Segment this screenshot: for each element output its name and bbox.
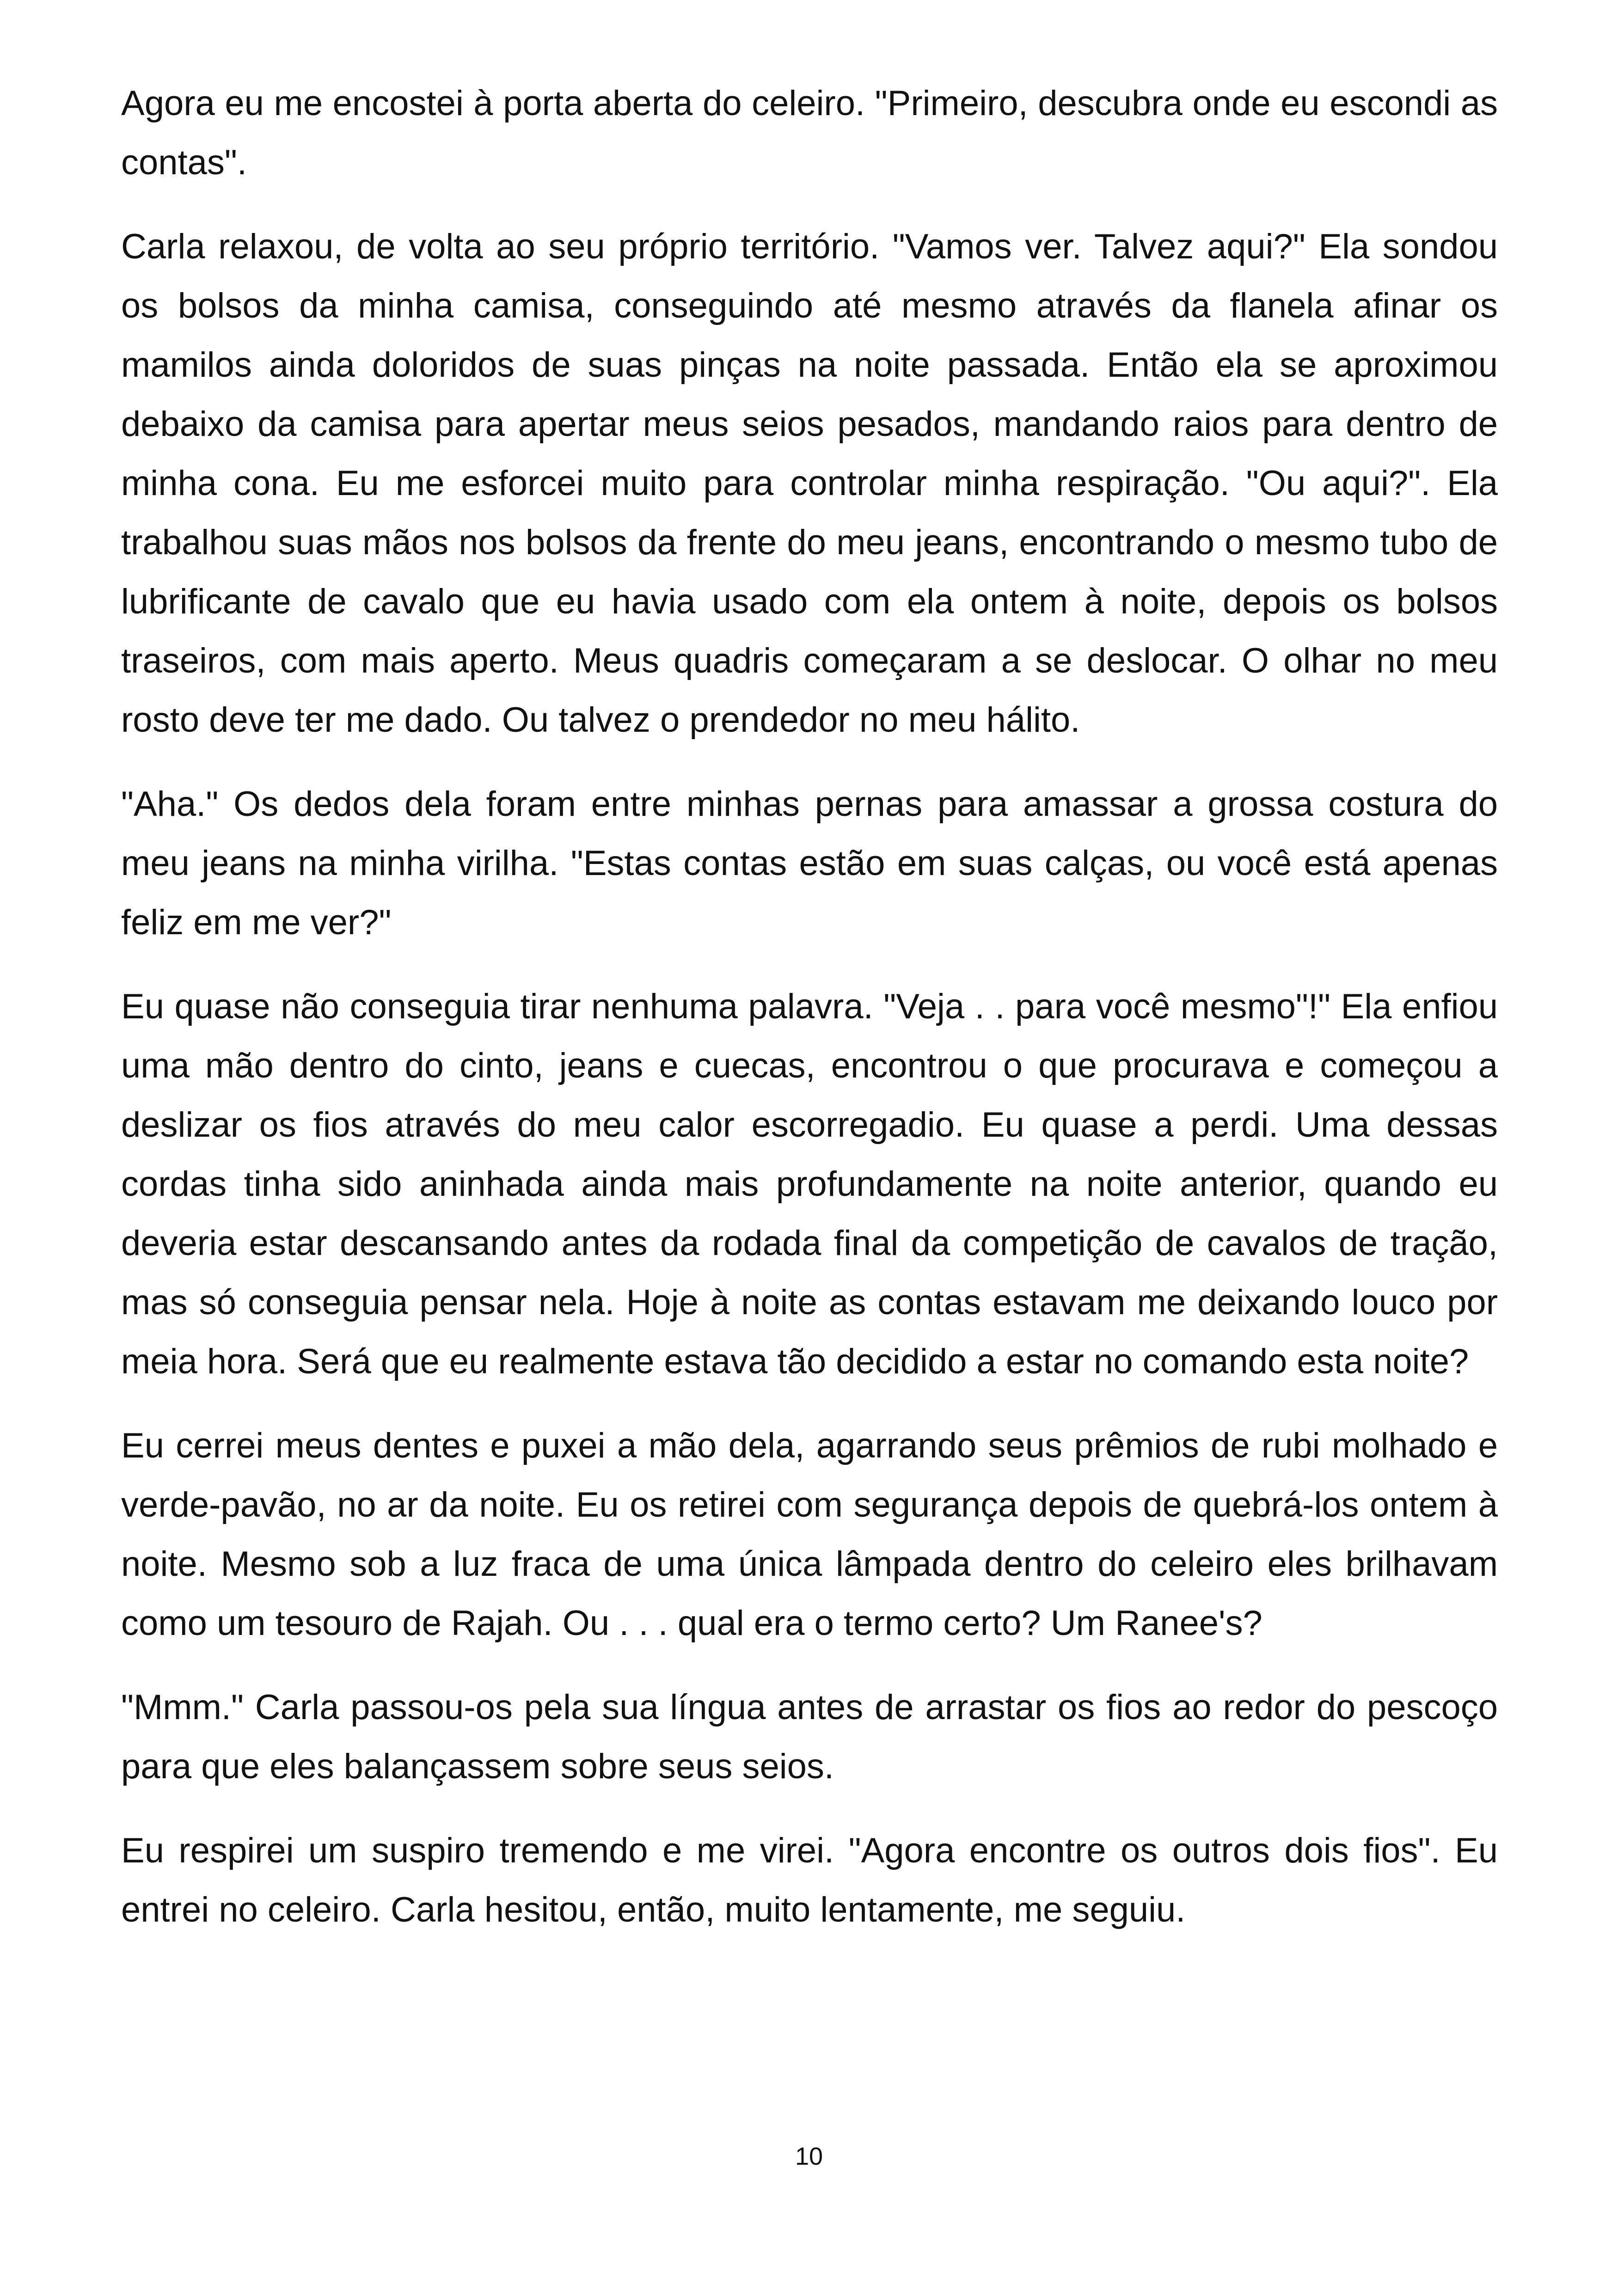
paragraph-7: Eu respirei um suspiro tremendo e me virei. "Agora encontre os outros dois fios". Eu entrei no celeiro. Carla hesitou, então, muito lentamente, me seguiu.	[121, 1831, 1498, 1929]
paragraph-3: "Aha." Os dedos dela foram entre minhas pernas para amassar a grossa costura do meu jeans na minha virilha. "Estas contas estão em suas calças, ou você está apenas feliz em me ver?"	[121, 784, 1498, 942]
paragraph-2: Carla relaxou, de volta ao seu próprio território. "Vamos ver. Talvez aqui?" Ela sondou os bolsos da minha camisa, conseguindo até mesmo através da flanela afinar os mamilos ainda doloridos de suas pinças na noite passada. Então ela se aproximou debaixo da camisa para apertar meus seios pesados, mandando raios para dentro de minha cona. Eu me esforcei muito para controlar minha respiração. "Ou aqui?". Ela trabalhou suas mãos nos bolsos da frente do meu jeans, encontrando o mesmo tubo de lubrificante de cavalo que eu havia usado com ela ontem à noite, depois os bolsos traseiros, com mais aperto. Meus quadris começaram a se deslocar. O olhar no meu rosto deve ter me dado. Ou talvez o prendedor no meu hálito.	[121, 227, 1498, 740]
body-text	[121, 74, 1498, 1965]
paragraph-6: "Mmm." Carla passou-os pela sua língua antes de arrastar os fios ao redor do pescoço para que eles balançassem sobre seus seios.	[121, 1688, 1498, 1786]
paragraph-1: Agora eu me encostei à porta aberta do celeiro. "Primeiro, descubra onde eu escondi as contas".	[121, 84, 1498, 182]
paragraph-4: Eu quase não conseguia tirar nenhuma palavra. "Veja . . para você mesmo"!" Ela enfiou uma mão dentro do cinto, jeans e cuecas, encontrou o que procurava e começou a deslizar os fios através do meu calor escorregadio. Eu quase a perdi. Uma dessas cordas tinha sido aninhada ainda mais profundamente na noite anterior, quando eu deveria estar descansando antes da rodada final da competição de cavalos de tração, mas só conseguia pensar nela. Hoje à noite as contas estavam me deixando louco por meia hora. Será que eu realmente estava tão decidido a estar no comando esta noite?	[121, 987, 1498, 1381]
page-number: 10	[795, 2143, 823, 2170]
paragraph-5: Eu cerrei meus dentes e puxei a mão dela, agarrando seus prêmios de rubi molhado e verde-pavão, no ar da noite. Eu os retirei com segurança depois de quebrá-los ontem à noite. Mesmo sob a luz fraca de uma única lâmpada dentro do celeiro eles brilhavam como um tesouro de Rajah. Ou . . . qual era o termo certo? Um Ranee's?	[121, 1426, 1498, 1643]
